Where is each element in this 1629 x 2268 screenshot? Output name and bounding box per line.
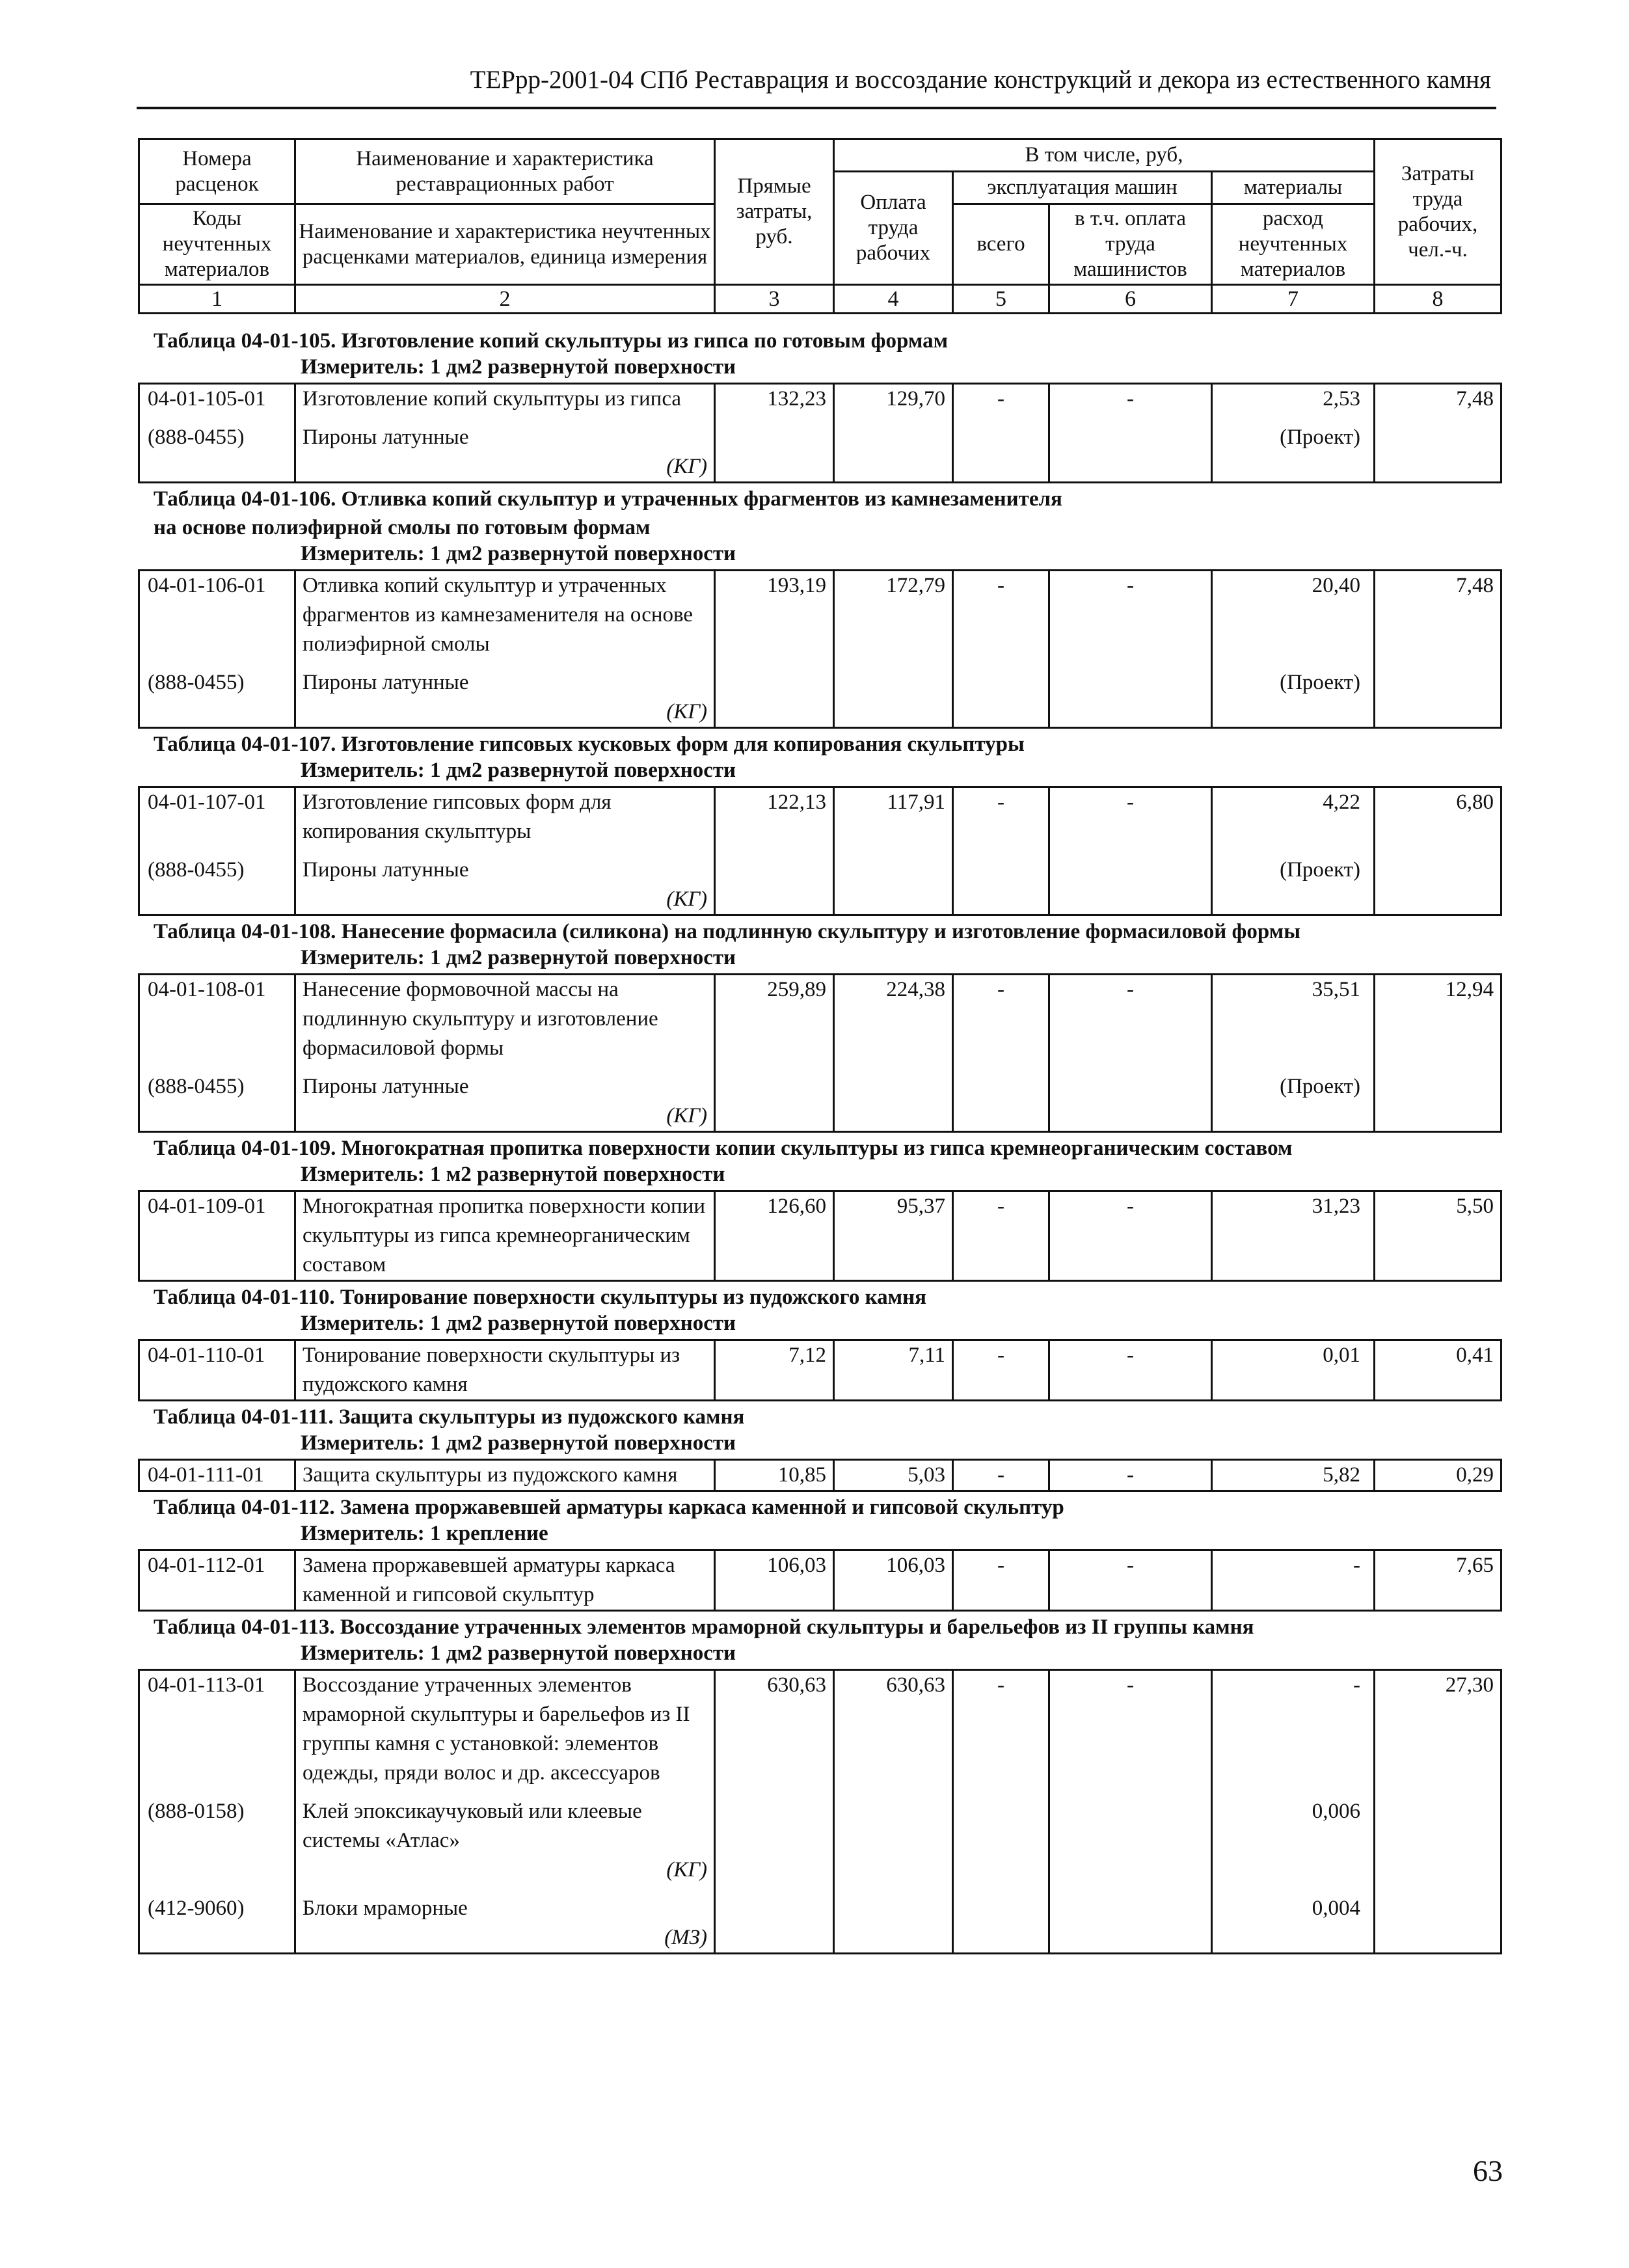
header-column-number: 4	[834, 285, 953, 314]
header-labor-hours: Затраты труда рабочих, чел.-ч.	[1375, 139, 1501, 285]
rate-name-cell	[295, 846, 715, 915]
direct-costs-value	[715, 414, 834, 483]
labor-hours-value	[1375, 1788, 1501, 1885]
rate-name-cell	[295, 787, 715, 847]
section-unit: Измеритель: 1 дм2 развернутой поверхности	[301, 759, 736, 782]
rate-name: Изготовление гипсовых форм для копирования скульптуры	[303, 790, 612, 843]
rate-table	[138, 1669, 1502, 1954]
rate-code: (888-0455)	[139, 846, 295, 915]
materials-value: 20,40	[1212, 571, 1375, 660]
material-row	[139, 659, 1501, 728]
worker-pay-value: 224,38	[834, 975, 953, 1064]
section-unit: Измеритель: 1 дм2 развернутой поверхности	[301, 355, 736, 379]
machine-total-value: -	[953, 1340, 1049, 1401]
machinist-pay-value	[1049, 659, 1212, 728]
worker-pay-value	[834, 846, 953, 915]
labor-hours-value: 0,29	[1375, 1460, 1501, 1491]
rate-section	[138, 731, 1500, 916]
machine-total-value: -	[953, 384, 1049, 414]
worker-pay-value	[834, 1885, 953, 1954]
material-row	[139, 1885, 1501, 1954]
materials-value: (Проект)	[1212, 1063, 1375, 1132]
rate-code: 04-01-112-01	[139, 1550, 295, 1611]
machinist-pay-value: -	[1049, 1191, 1212, 1281]
machinist-pay-value: -	[1049, 1670, 1212, 1789]
section-title: Таблица 04-01-106. Отливка копий скульптур и утраченных фрагментов из камнезаменителя	[154, 487, 1062, 511]
section-title: Таблица 04-01-110. Тонирование поверхности скульптуры из пудожского камня	[154, 1286, 926, 1309]
labor-hours-value	[1375, 1063, 1501, 1132]
header-machine-total: всего	[953, 204, 1049, 285]
rate-name-cell	[295, 1460, 715, 1491]
rate-name-cell	[295, 1340, 715, 1401]
rate-name: Защита скульптуры из пудожского камня	[303, 1463, 678, 1487]
rate-name-cell	[295, 571, 715, 660]
materials-value: (Проект)	[1212, 659, 1375, 728]
rate-code: (888-0455)	[139, 659, 295, 728]
section-unit: Измеритель: 1 дм2 развернутой поверхности	[301, 946, 736, 969]
header-column-numbers	[139, 285, 1501, 314]
section-title: Таблица 04-01-111. Защита скульптуры из пудожского камня	[154, 1405, 745, 1429]
rate-row	[139, 1460, 1501, 1491]
materials-value: -	[1212, 1550, 1375, 1611]
rate-row	[139, 975, 1501, 1064]
materials-value: 0,01	[1212, 1340, 1375, 1401]
worker-pay-value	[834, 1063, 953, 1132]
machine-total-value: -	[953, 1550, 1049, 1611]
rate-code: 04-01-105-01	[139, 384, 295, 414]
material-row	[139, 414, 1501, 483]
rate-code: 04-01-106-01	[139, 571, 295, 660]
materials-value: (Проект)	[1212, 846, 1375, 915]
header-column-number: 6	[1049, 285, 1212, 314]
machine-total-value	[953, 846, 1049, 915]
rate-name: Отливка копий скульптур и утраченных фрагментов из камнезаменителя на основе полиэфирной смолы	[303, 574, 693, 656]
rate-name: Блоки мраморные	[303, 1897, 468, 1920]
header-work-name: Наименование и характеристика реставрационных работ	[295, 139, 715, 204]
direct-costs-value: 10,85	[715, 1460, 834, 1491]
material-unit: (МЗ)	[664, 1926, 707, 1949]
header-machinist-pay: в т.ч. оплата труда машинистов	[1049, 204, 1212, 285]
rate-name: Пироны латунные	[303, 671, 469, 694]
labor-hours-value: 27,30	[1375, 1670, 1501, 1789]
section-title: Таблица 04-01-109. Многократная пропитка поверхности копии скульптуры из гипса кремнеорганическим составом	[154, 1137, 1293, 1160]
machine-total-value: -	[953, 1191, 1049, 1281]
machine-total-value	[953, 1885, 1049, 1954]
rate-code: 04-01-107-01	[139, 787, 295, 847]
worker-pay-value: 630,63	[834, 1670, 953, 1789]
labor-hours-value: 6,80	[1375, 787, 1501, 847]
rate-name: Пироны латунные	[303, 858, 469, 882]
header-unaccounted-consumption: расход неучтенных материалов	[1212, 204, 1375, 285]
rate-table	[138, 786, 1502, 916]
labor-hours-value	[1375, 1885, 1501, 1954]
rate-code: 04-01-108-01	[139, 975, 295, 1064]
section-unit: Измеритель: 1 крепление	[301, 1522, 548, 1545]
direct-costs-value	[715, 659, 834, 728]
worker-pay-value: 5,03	[834, 1460, 953, 1491]
worker-pay-value: 106,03	[834, 1550, 953, 1611]
rate-name-cell	[295, 1550, 715, 1611]
direct-costs-value	[715, 1063, 834, 1132]
rate-row	[139, 787, 1501, 847]
rate-tables	[138, 325, 1500, 1954]
material-row	[139, 1788, 1501, 1885]
header-column-number: 7	[1212, 285, 1375, 314]
page-number: 63	[1473, 2154, 1503, 2187]
rate-row	[139, 1340, 1501, 1401]
section-unit: Измеритель: 1 дм2 развернутой поверхности	[301, 1641, 736, 1665]
header-worker-pay: Оплата труда рабочих	[834, 172, 953, 285]
rate-section	[138, 1284, 1500, 1401]
machine-total-value: -	[953, 571, 1049, 660]
machinist-pay-value: -	[1049, 975, 1212, 1064]
labor-hours-value: 7,48	[1375, 571, 1501, 660]
labor-hours-value: 12,94	[1375, 975, 1501, 1064]
labor-hours-value: 7,48	[1375, 384, 1501, 414]
section-title: Таблица 04-01-112. Замена проржавевшей арматуры каркаса каменной и гипсовой скульптур	[154, 1496, 1064, 1519]
header-column-number: 8	[1375, 285, 1501, 314]
rate-code: (888-0455)	[139, 1063, 295, 1132]
rate-name-cell	[295, 1670, 715, 1789]
section-title: Таблица 04-01-108. Нанесение формасила (силикона) на подлинную скульптуру и изготовление формасиловой формы	[154, 920, 1300, 943]
materials-value: 0,006	[1212, 1788, 1375, 1885]
materials-value: 4,22	[1212, 787, 1375, 847]
running-head: ТЕРрр-2001-04 СПб Реставрация и воссоздание конструкций и декора из естественного камня	[137, 57, 1496, 109]
direct-costs-value: 7,12	[715, 1340, 834, 1401]
direct-costs-value	[715, 1885, 834, 1954]
machinist-pay-value	[1049, 846, 1212, 915]
header-materials: материалы	[1212, 172, 1375, 204]
rate-table	[138, 973, 1502, 1133]
rate-name-cell	[295, 1885, 715, 1954]
machinist-pay-value: -	[1049, 787, 1212, 847]
rate-name-cell	[295, 975, 715, 1064]
materials-value: -	[1212, 1670, 1375, 1789]
machinist-pay-value	[1049, 1885, 1212, 1954]
column-header-table	[138, 138, 1502, 314]
header-column-number: 1	[139, 285, 295, 314]
section-unit: Измеритель: 1 м2 развернутой поверхности	[301, 1163, 725, 1186]
section-title: Таблица 04-01-105. Изготовление копий скульптуры из гипса по готовым формам	[154, 329, 949, 353]
section-title: Таблица 04-01-107. Изготовление гипсовых кусковых форм для копирования скульптуры	[154, 733, 1025, 756]
machine-total-value	[953, 1063, 1049, 1132]
machine-total-value	[953, 1788, 1049, 1885]
direct-costs-value: 106,03	[715, 1550, 834, 1611]
labor-hours-value	[1375, 659, 1501, 728]
machinist-pay-value	[1049, 1788, 1212, 1885]
rate-code: 04-01-109-01	[139, 1191, 295, 1281]
rate-name: Тонирование поверхности скульптуры из пудожского камня	[303, 1343, 680, 1396]
worker-pay-value	[834, 659, 953, 728]
rate-name: Пироны латунные	[303, 425, 469, 449]
rate-name-cell	[295, 384, 715, 414]
rate-section	[138, 1494, 1500, 1612]
rate-row	[139, 384, 1501, 414]
material-unit: (КГ)	[666, 455, 707, 478]
rate-section	[138, 328, 1500, 483]
header-column-number: 2	[295, 285, 715, 314]
machinist-pay-value: -	[1049, 1460, 1212, 1491]
worker-pay-value: 95,37	[834, 1191, 953, 1281]
rate-name: Многократная пропитка поверхности копии скульптуры из гипса кремнеорганическим составом	[303, 1195, 706, 1276]
worker-pay-value: 129,70	[834, 384, 953, 414]
materials-value: (Проект)	[1212, 414, 1375, 483]
labor-hours-value	[1375, 846, 1501, 915]
rate-table	[138, 1190, 1502, 1282]
rate-code: (888-0455)	[139, 414, 295, 483]
rate-section	[138, 1404, 1500, 1492]
machinist-pay-value: -	[1049, 1550, 1212, 1611]
direct-costs-value: 132,23	[715, 384, 834, 414]
machine-total-value	[953, 659, 1049, 728]
labor-hours-value: 0,41	[1375, 1340, 1501, 1401]
rate-row	[139, 1670, 1501, 1789]
rate-name-cell	[295, 659, 715, 728]
header-unaccounted-codes: Коды неучтенных материалов	[139, 204, 295, 285]
rate-section	[138, 1135, 1500, 1282]
rate-table	[138, 383, 1502, 483]
rate-name: Нанесение формовочной массы на подлинную скульптуру и изготовление формасиловой формы	[303, 978, 658, 1060]
material-unit: (КГ)	[666, 887, 707, 911]
direct-costs-value: 193,19	[715, 571, 834, 660]
worker-pay-value	[834, 1788, 953, 1885]
worker-pay-value: 117,91	[834, 787, 953, 847]
rate-name: Пироны латунные	[303, 1075, 469, 1098]
rate-section	[138, 1614, 1500, 1954]
section-title: Таблица 04-01-113. Воссоздание утраченных элементов мраморной скульптуры и барельефов из II группы камня	[154, 1615, 1254, 1639]
worker-pay-value: 7,11	[834, 1340, 953, 1401]
rate-code: 04-01-111-01	[139, 1460, 295, 1491]
section-unit: Измеритель: 1 дм2 развернутой поверхности	[301, 542, 736, 565]
header-unaccounted-materials-name: Наименование и характеристика неучтенных расценками материалов, единица измерения	[295, 204, 715, 285]
rate-name: Клей эпоксикаучуковый или клеевые системы «Атлас»	[303, 1800, 642, 1852]
header-rate-numbers: Номера расценок	[139, 139, 295, 204]
rate-name: Замена проржавевшей арматуры каркаса каменной и гипсовой скульптур	[303, 1554, 675, 1606]
material-unit: (КГ)	[666, 700, 707, 723]
material-unit: (КГ)	[666, 1104, 707, 1127]
rate-code: (888-0158)	[139, 1788, 295, 1885]
header-machine-operation: эксплуатация машин	[953, 172, 1212, 204]
labor-hours-value: 7,65	[1375, 1550, 1501, 1611]
machinist-pay-value	[1049, 414, 1212, 483]
header-column-number: 3	[715, 285, 834, 314]
material-row	[139, 846, 1501, 915]
material-unit: (КГ)	[666, 1858, 707, 1882]
rate-table	[138, 569, 1502, 729]
machine-total-value: -	[953, 1670, 1049, 1789]
material-row	[139, 1063, 1501, 1132]
section-title-continued: на основе полиэфирной смолы по готовым формам	[154, 516, 651, 539]
header-direct-costs: Прямые затраты, руб.	[715, 139, 834, 285]
direct-costs-value	[715, 846, 834, 915]
machinist-pay-value: -	[1049, 571, 1212, 660]
rate-name-cell	[295, 1063, 715, 1132]
rate-name: Изготовление копий скульптуры из гипса	[303, 387, 682, 411]
rate-code: 04-01-110-01	[139, 1340, 295, 1401]
rate-row	[139, 1191, 1501, 1281]
section-unit: Измеритель: 1 дм2 развернутой поверхности	[301, 1312, 736, 1335]
rate-name-cell	[295, 414, 715, 483]
materials-value: 5,82	[1212, 1460, 1375, 1491]
rate-row	[139, 1550, 1501, 1611]
materials-value: 2,53	[1212, 384, 1375, 414]
machine-total-value: -	[953, 1460, 1049, 1491]
labor-hours-value: 5,50	[1375, 1191, 1501, 1281]
rate-table	[138, 1459, 1502, 1492]
header-column-number: 5	[953, 285, 1049, 314]
materials-value: 31,23	[1212, 1191, 1375, 1281]
rate-row	[139, 571, 1501, 660]
machine-total-value: -	[953, 787, 1049, 847]
machinist-pay-value	[1049, 1063, 1212, 1132]
header-group-including: В том числе, руб,	[834, 139, 1375, 172]
rate-code: (412-9060)	[139, 1885, 295, 1954]
rate-name-cell	[295, 1191, 715, 1281]
rate-section	[138, 486, 1500, 729]
worker-pay-value: 172,79	[834, 571, 953, 660]
direct-costs-value: 126,60	[715, 1191, 834, 1281]
direct-costs-value: 122,13	[715, 787, 834, 847]
machinist-pay-value: -	[1049, 1340, 1212, 1401]
direct-costs-value: 259,89	[715, 975, 834, 1064]
rate-name-cell	[295, 1788, 715, 1885]
direct-costs-value	[715, 1788, 834, 1885]
materials-value: 0,004	[1212, 1885, 1375, 1954]
machinist-pay-value: -	[1049, 384, 1212, 414]
rate-section	[138, 919, 1500, 1133]
rate-table	[138, 1549, 1502, 1612]
rate-code: 04-01-113-01	[139, 1670, 295, 1789]
section-unit: Измеритель: 1 дм2 развернутой поверхности	[301, 1431, 736, 1455]
labor-hours-value	[1375, 414, 1501, 483]
worker-pay-value	[834, 414, 953, 483]
materials-value: 35,51	[1212, 975, 1375, 1064]
machine-total-value: -	[953, 975, 1049, 1064]
rate-name: Воссоздание утраченных элементов мраморной скульптуры и барельефов из II группы камня с установкой: элементов одежды, пряди волос и др. аксессуаров	[303, 1673, 690, 1785]
direct-costs-value: 630,63	[715, 1670, 834, 1789]
machine-total-value	[953, 414, 1049, 483]
rate-table	[138, 1339, 1502, 1401]
